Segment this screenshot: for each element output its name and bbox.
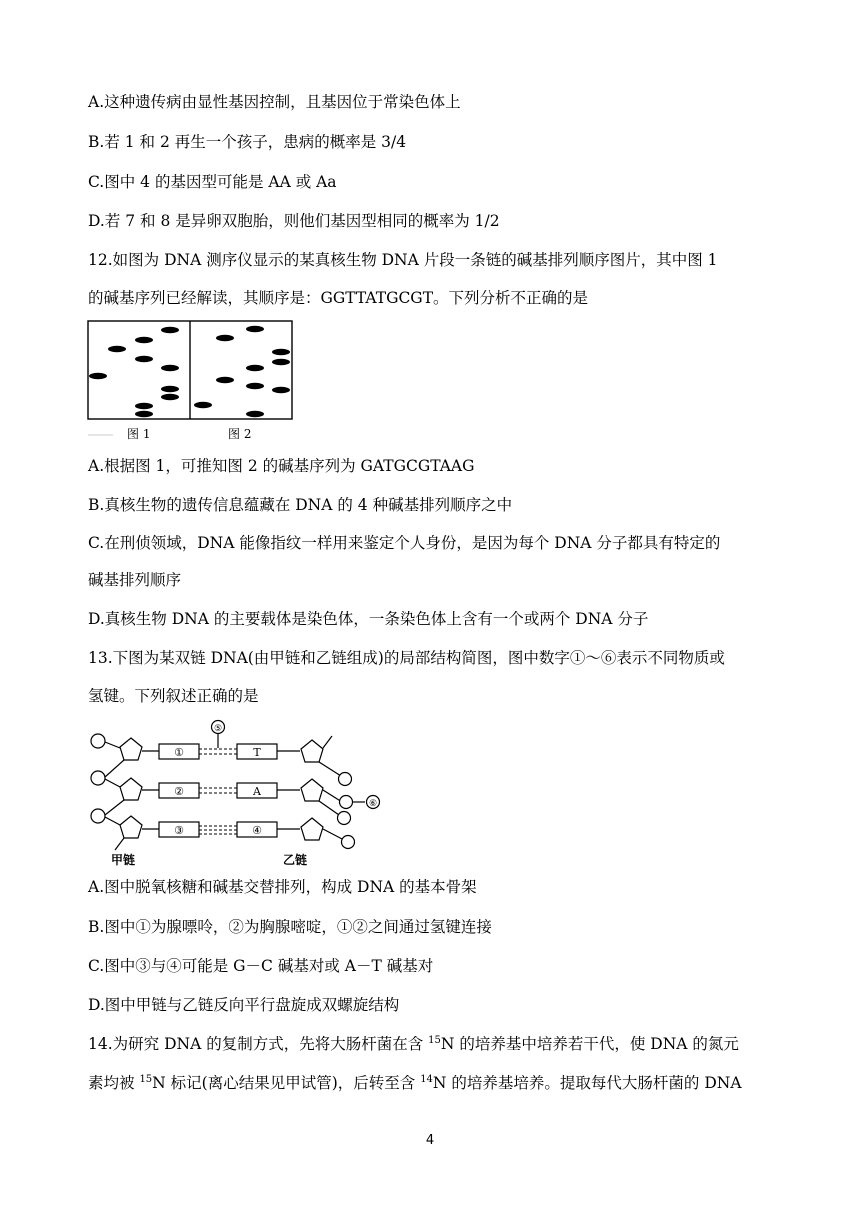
label-num2: ② [174, 785, 184, 798]
gel-bands-figure2 [194, 326, 290, 417]
q14-stem-line2: 素均被 $^{15}$N 标记(离心结果见甲试管)，后转至含 $^{14}$N 的培养基培养。提取每代大肠杆菌的 DNA [88, 1074, 742, 1092]
q11-option-b: B.若 1 和 2 再生一个孩子，患病的概率是 3/4 [88, 133, 407, 151]
q13-option-b: B.图中①为腺嘌呤，②为胸腺嘧啶，①②之间通过氢键连接 [88, 918, 492, 936]
q13-stem-line2: 氢键。下列叙述正确的是 [88, 687, 259, 705]
gel-band [89, 373, 107, 379]
q12-stem-line2: 的碱基序列已经解读，其顺序是：GGTTATGCGT。下列分析不正确的是 [88, 289, 589, 307]
phosphate-circle-6 [340, 796, 353, 809]
label-num6: ⑥ [368, 799, 378, 809]
gel-band [108, 346, 126, 352]
phosphate-circle [339, 773, 352, 786]
label-num1: ① [174, 746, 184, 759]
gel-band [135, 411, 153, 417]
sugar-pentagon [120, 778, 142, 800]
page-number: 4 [425, 1133, 435, 1148]
label-base-a: A [253, 785, 261, 798]
q13-option-c: C.图中③与④可能是 G－C 碱基对或 A－T 碱基对 [88, 957, 434, 975]
q12-option-a: A.根据图 1，可推知图 2 的碱基序列为 GATGCGTAAG [88, 457, 475, 475]
gel-bands-figure1 [89, 327, 179, 417]
q12-option-b: B.真核生物的遗传信息蕴藏在 DNA 的 4 种碱基排列顺序之中 [88, 496, 513, 514]
label-chain-right: 乙链 [282, 853, 308, 867]
q13-option-d: D.图中甲链与乙链反向平行盘旋成双螺旋结构 [88, 996, 400, 1014]
q12-option-c-line2: 碱基排列顺序 [88, 571, 182, 589]
gel-band [216, 335, 234, 341]
phosphate-circle [338, 812, 351, 825]
label-num3: ③ [174, 824, 184, 837]
q13-stem-line1: 13.下图为某双链 DNA(由甲链和乙链组成)的局部结构简图，图中数字①～⑥表示不同物质或 [88, 649, 725, 667]
phosphate-circle [91, 809, 105, 823]
figure1-label: 图 1 [127, 427, 151, 441]
gel-band [246, 326, 264, 332]
gel-band [246, 365, 264, 371]
gel-band [246, 383, 264, 389]
gel-band [272, 349, 290, 355]
gel-band [161, 394, 179, 400]
gel-band [135, 403, 153, 409]
phosphate-circle [91, 771, 105, 785]
q11-option-d: D.若 7 和 8 是异卵双胞胎，则他们基因型相同的概率为 1/2 [88, 212, 500, 230]
sugar-pentagon [120, 738, 142, 760]
q14-stem-line1: 14.为研究 DNA 的复制方式，先将大肠杆菌在含 $^{15}$N 的培养基中培养若干代，使 DNA 的氮元 [88, 1035, 739, 1053]
q13-option-a: A.图中脱氧核糖和碱基交替排列，构成 DNA 的基本骨架 [88, 878, 477, 896]
gel-band [194, 402, 212, 408]
gel-band [272, 387, 290, 393]
sugar-pentagon [120, 816, 142, 838]
label-chain-left: 甲链 [110, 853, 136, 867]
gel-band [161, 386, 179, 392]
dna-structure-diagram [85, 718, 385, 868]
q12-stem-line1: 12.如图为 DNA 测序仪显示的某真核生物 DNA 片段一条链的碱基排列顺序图片，其中图 1 [88, 251, 718, 269]
gel-band [161, 327, 179, 333]
label-num4: ④ [252, 824, 262, 837]
figure2-label: 图 2 [228, 427, 252, 441]
label-num5: ⑤ [213, 724, 223, 734]
gel-band [135, 356, 153, 362]
gel-band [246, 411, 264, 417]
q11-option-a: A.这种遗传病由显性基因控制，且基因位于常染色体上 [88, 93, 461, 111]
label-base-t: T [253, 746, 261, 759]
q12-option-c-line1: C.在刑侦领域，DNA 能像指纹一样用来鉴定个人身份，是因为每个 DNA 分子都具有特定的 [88, 534, 721, 552]
phosphate-circle [91, 734, 105, 748]
q11-option-c: C.图中 4 的基因型可能是 AA 或 Aa [88, 173, 337, 191]
sugar-pentagon [301, 818, 323, 840]
sugar-pentagon [301, 779, 323, 801]
gel-band [161, 365, 179, 371]
q12-option-d: D.真核生物 DNA 的主要载体是染色体，一条染色体上含有一个或两个 DNA 分子 [88, 610, 649, 628]
gel-band [272, 359, 290, 365]
gel-band [135, 337, 153, 343]
sugar-pentagon [301, 740, 323, 762]
gel-band [216, 377, 234, 383]
sequencing-gel-figure [85, 318, 300, 446]
phosphate-circle [342, 836, 355, 849]
